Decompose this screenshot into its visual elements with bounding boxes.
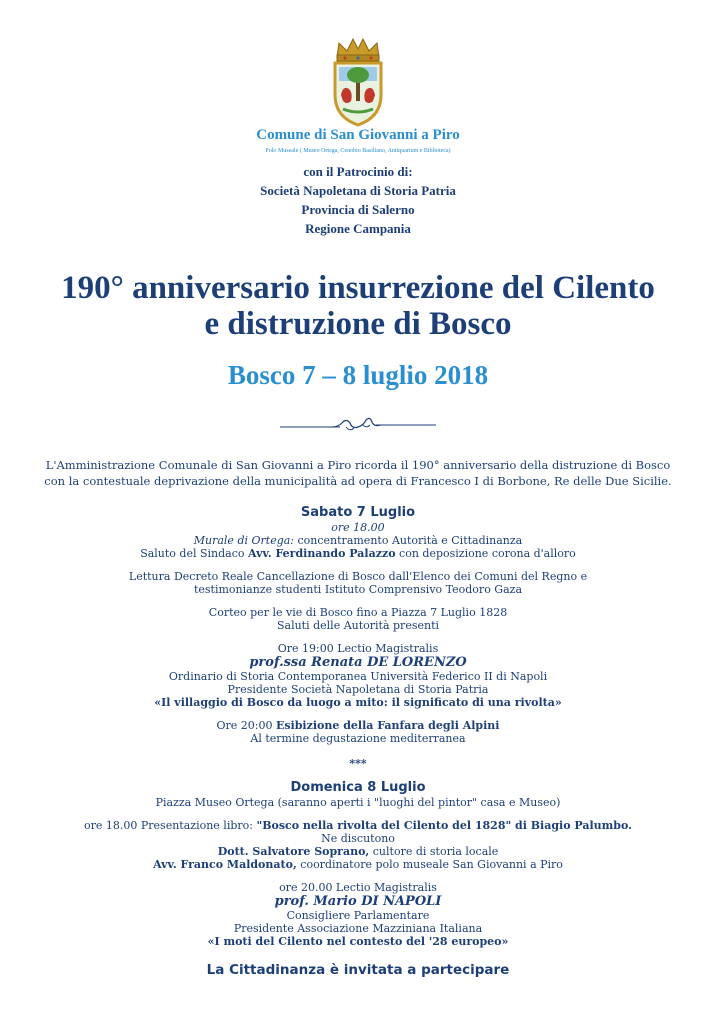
event-dates: Bosco 7 – 8 luglio 2018 [227, 360, 489, 390]
closing-invitation: La Cittadinanza è invitata a partecipare [206, 962, 510, 978]
lectio-time: Ore 19:00 Lectio Magistralis [277, 642, 439, 655]
fanfara-line: Ore 20:00 Esibizione della Fanfara degli Alpini [216, 719, 500, 732]
guest-line: Dott. Salvatore Soprano, cultore di storia locale [217, 845, 499, 858]
degustazione-line: Al termine degustazione mediterranea [250, 732, 466, 745]
corteo-line: Saluti delle Autorità presenti [276, 619, 440, 632]
patrocinio-label: con il Patrocinio di: [303, 164, 413, 179]
patrocinio-sponsor: Società Napoletana di Storia Patria [260, 183, 456, 198]
flourish-divider-icon [280, 415, 436, 435]
coat-of-arms-icon [325, 35, 391, 127]
patrocinio-sponsor: Provincia di Salerno [301, 202, 415, 217]
saturday-program [0, 505, 716, 770]
saluto-line: Saluto del Sindaco Avv. Ferdinando Palazzo con deposizione corona d'alloro [140, 547, 576, 560]
murale-line: Murale di Ortega: concentramento Autorità e Cittadinanza [193, 534, 523, 547]
corteo-line: Corteo per le vie di Bosco fino a Piazza 7 Luglio 1828 [208, 606, 508, 619]
title-line-1: 190° anniversario insurrezione del Cilento [61, 270, 655, 306]
patrocinio-sponsor: Regione Campania [305, 221, 411, 236]
section-separator: *** [349, 757, 367, 770]
lectio-title: «Il villaggio di Bosco da luogo a mito: il significato di una rivolta» [154, 696, 562, 709]
sunday-place: Piazza Museo Ortega (saranno aperti i "luoghi del pintor" casa e Museo) [155, 796, 561, 809]
speaker-role: Presidente Società Napoletana di Storia Patria [227, 683, 489, 696]
title-line-2: e distruzione di Bosco [204, 306, 512, 342]
lettura-line: Lettura Decreto Reale Cancellazione di Bosco dall'Elenco dei Comuni del Regno e [128, 570, 588, 583]
speaker-name: prof.ssa Renata DE LORENZO [249, 655, 467, 670]
sunday-day: Domenica 8 Luglio [290, 780, 426, 795]
speaker-role: Presidente Associazione Mazziniana Italiana [233, 922, 483, 935]
saturday-time: ore 18.00 [331, 521, 385, 534]
speaker-name: prof. Mario DI NAPOLI [274, 894, 442, 909]
sunday-program [0, 780, 716, 948]
lettura-line: testimonianze studenti Istituto Comprensivo Teodoro Gaza [193, 583, 523, 596]
intro-text: L'Amministrazione Comunale di San Giovanni a Piro ricorda il 190° anniversario della distruzione di Bosco con la contestuale deprivazione della municipalità ad opera di Francesco I di Borbone, Re delle Due Sicilie. [44, 458, 672, 488]
polo-museale: Polo Museale ( Museo Ortega, Cenobio Basiliano, Antiquarium e Biblioteca) [265, 148, 451, 154]
lectio-time: ore 20.00 Lectio Magistralis [279, 881, 437, 894]
speaker-role: Consigliere Parlamentare [286, 909, 430, 922]
speaker-role: Ordinario di Storia Contemporanea Università Federico II di Napoli [168, 670, 548, 683]
comune-name: Comune di San Giovanni a Piro [256, 127, 460, 143]
lectio-title: «I moti del Cilento nel contesto del '28 europeo» [207, 935, 509, 948]
ne-discutono: Ne discutono [321, 832, 395, 845]
saturday-day: Sabato 7 Luglio [300, 505, 416, 520]
presentation-line: ore 18.00 Presentazione libro: "Bosco nella rivolta del Cilento del 1828" di Biagio Palumbo. [84, 819, 632, 832]
guest-line: Avv. Franco Maldonato, coordinatore polo museale San Giovanni a Piro [153, 858, 563, 871]
